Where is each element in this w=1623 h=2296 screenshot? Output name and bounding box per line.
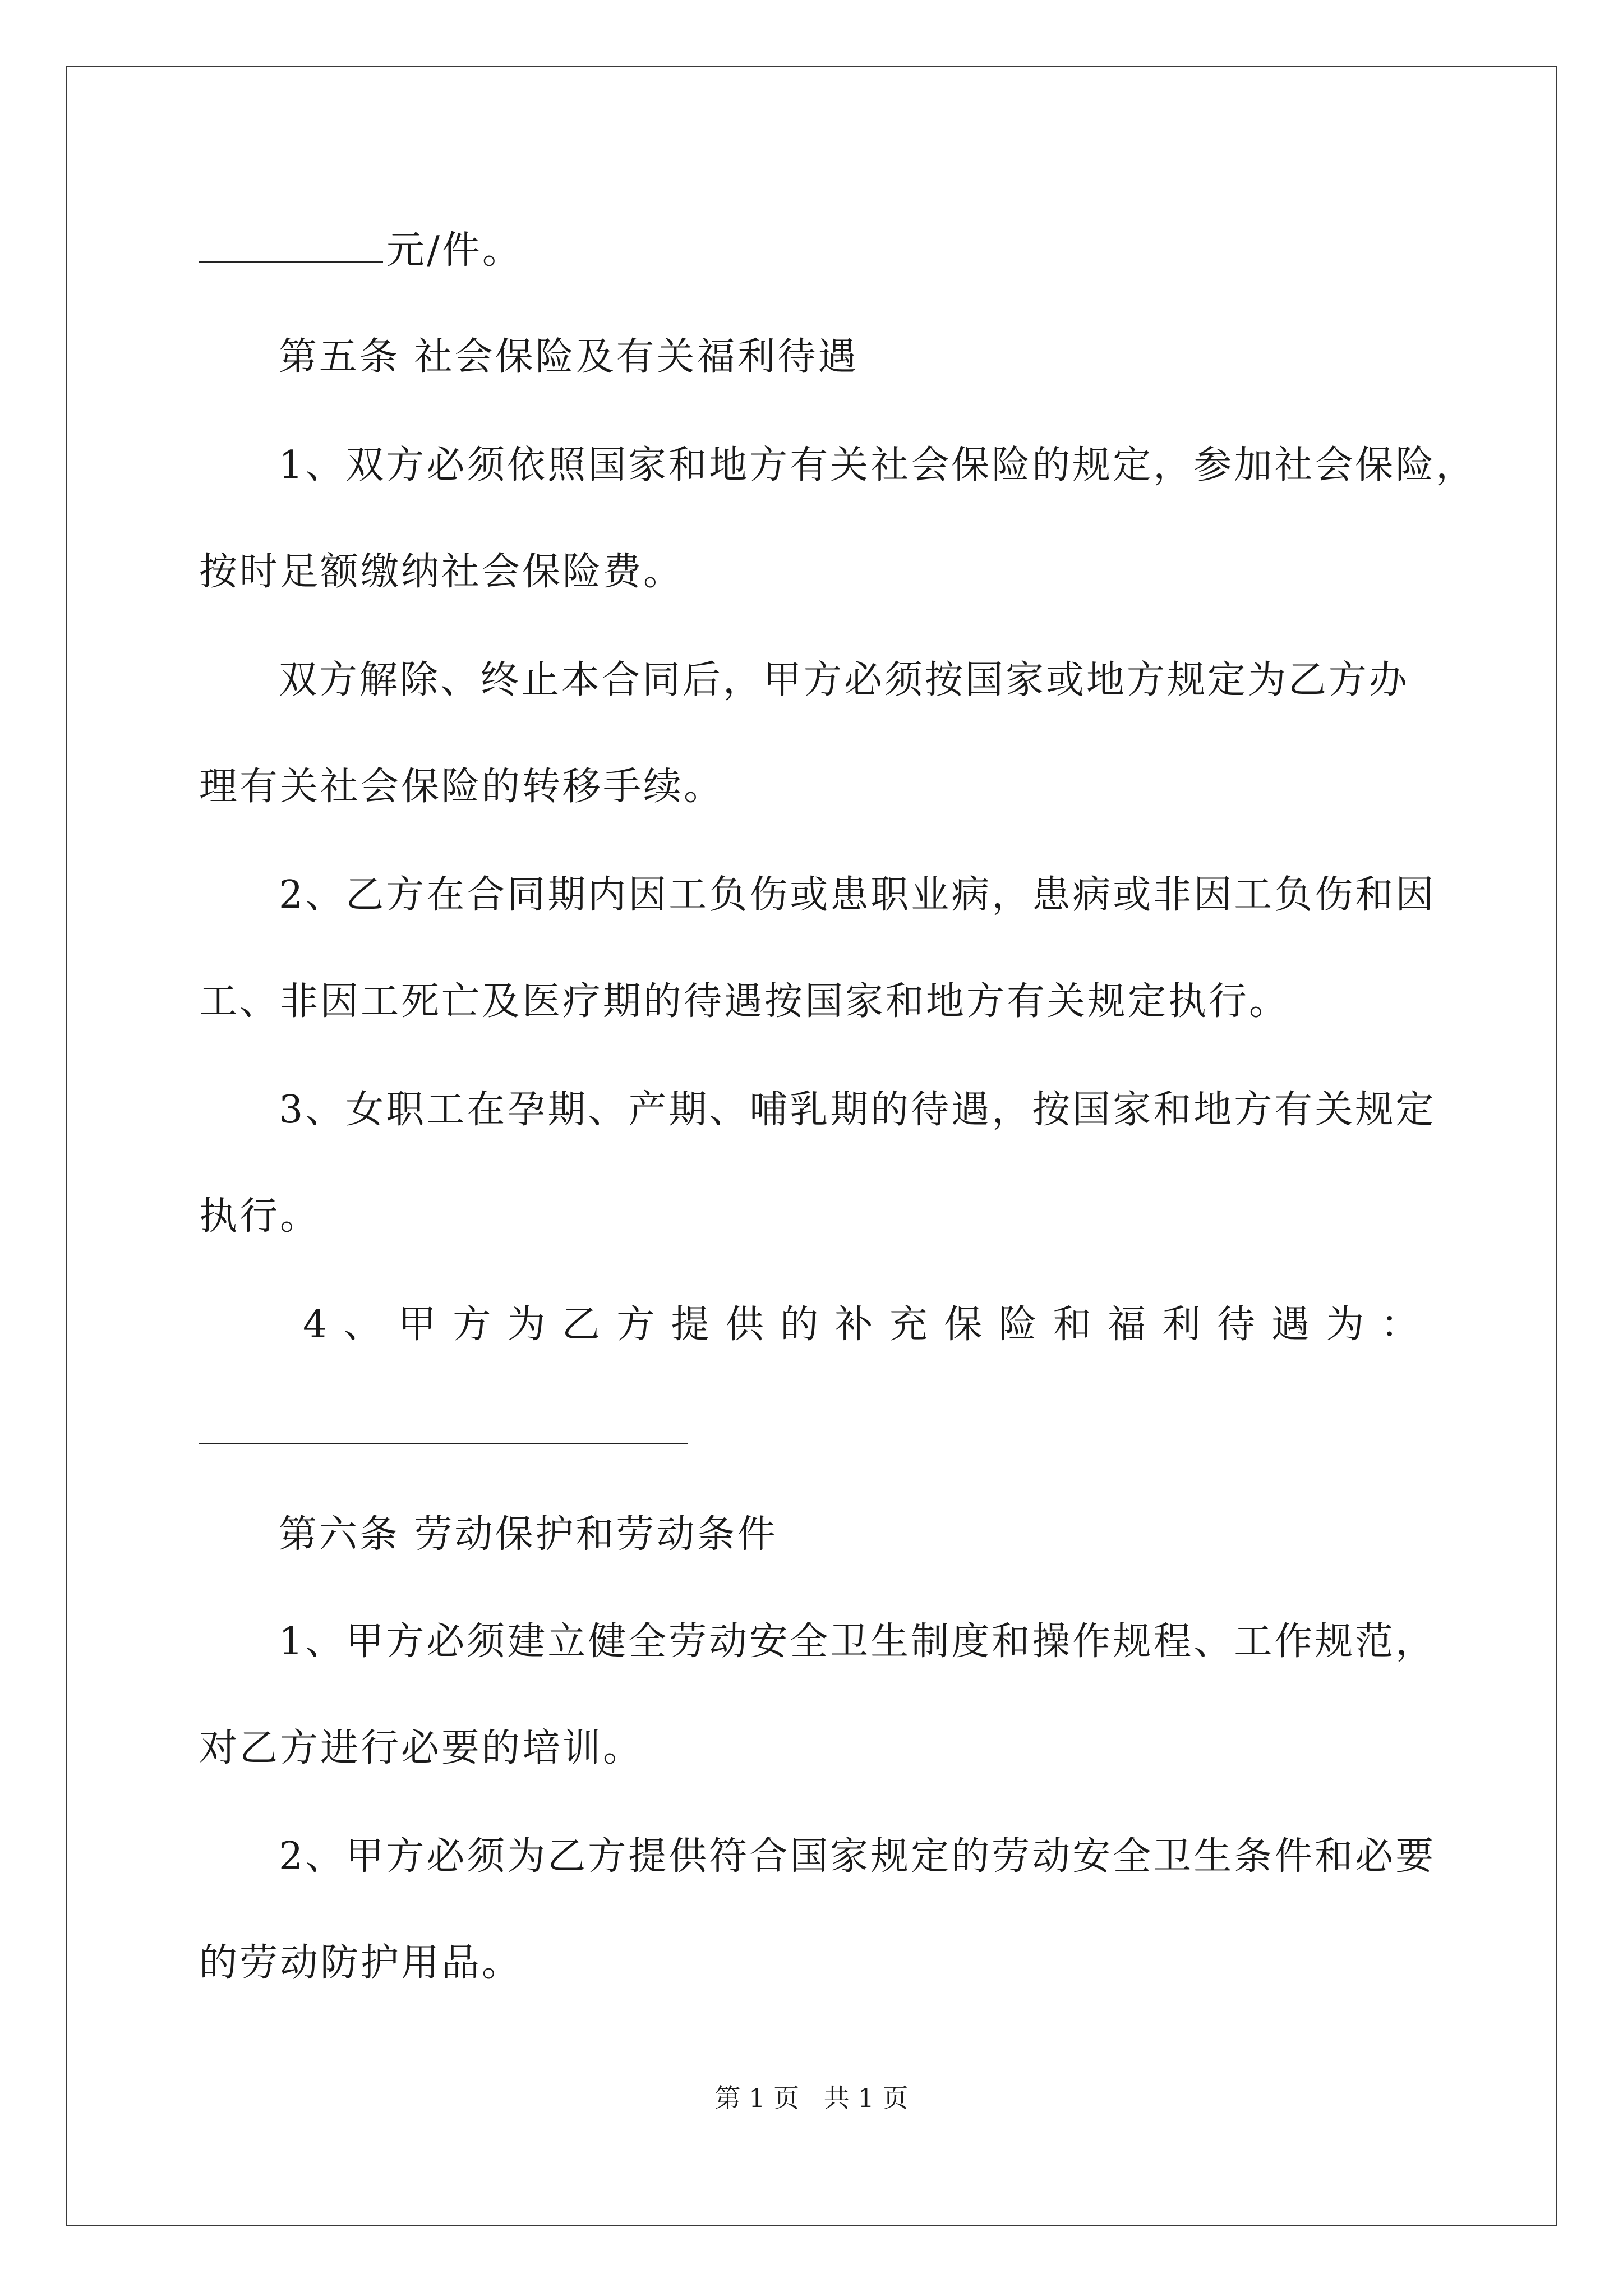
paragraph-line: 的劳动防护用品。 [199, 1941, 523, 1985]
char: 甲 [398, 1303, 436, 1347]
char: 4 [303, 1303, 328, 1347]
page-footer: 第 1 页 共 1 页 [714, 2083, 909, 2113]
paragraph-line: 工、非因工死亡及医疗期的待遇按国家和地方有关规定执行。 [199, 979, 1290, 1024]
char: 利 [1162, 1303, 1201, 1347]
paragraph-line: 执行。 [199, 1194, 321, 1239]
char: 充 [889, 1303, 928, 1347]
char: 、 [343, 1303, 382, 1347]
blank-field-long [199, 1443, 688, 1444]
char: 乙 [561, 1303, 600, 1347]
char: 供 [725, 1303, 764, 1347]
paragraph-line: 1、双方必须依照国家和地方有关社会保险的规定，参加社会保险， [279, 443, 1477, 487]
char: 为 [507, 1303, 546, 1347]
char: 为 [1326, 1303, 1364, 1347]
char: 待 [1216, 1303, 1255, 1347]
article-6-heading: 第六条 劳动保护和劳动条件 [279, 1512, 778, 1557]
paragraph-line: 2、甲方必须为乙方提供符合国家规定的劳动安全卫生条件和必要 [279, 1834, 1436, 1879]
char: 福 [1108, 1303, 1146, 1347]
supplementary-insurance-line [303, 1300, 1419, 1350]
page-border [66, 66, 1557, 2226]
char: ： [1380, 1303, 1419, 1347]
char: 和 [1053, 1303, 1091, 1347]
paragraph-line: 理有关社会保险的转移手续。 [199, 765, 725, 809]
char: 提 [671, 1303, 709, 1347]
char: 补 [834, 1303, 873, 1347]
fee-per-piece-line [199, 226, 523, 276]
char: 的 [780, 1303, 819, 1347]
blank-field [199, 230, 383, 263]
char: 方 [616, 1303, 655, 1347]
paragraph-line: 对乙方进行必要的培训。 [199, 1726, 644, 1770]
paragraph-line: 1、甲方必须建立健全劳动安全卫生制度和操作规程、工作规范， [279, 1619, 1436, 1664]
char: 保 [944, 1303, 983, 1347]
paragraph-line: 按时足额缴纳社会保险费。 [199, 550, 684, 594]
paragraph-line: 2、乙方在合同期内因工负伤或患职业病，患病或非因工负伤和因 [279, 873, 1436, 917]
char: 遇 [1271, 1303, 1310, 1347]
fee-unit-text: 元/件。 [386, 228, 523, 273]
paragraph-line: 双方解除、终止本合同后，甲方必须按国家或地方规定为乙方办 [279, 658, 1410, 702]
paragraph-line: 3、女职工在孕期、产期、哺乳期的待遇，按国家和地方有关规定 [279, 1088, 1436, 1132]
char: 险 [998, 1303, 1037, 1347]
article-5-heading: 第五条 社会保险及有关福利待遇 [279, 335, 859, 379]
char: 方 [453, 1303, 491, 1347]
